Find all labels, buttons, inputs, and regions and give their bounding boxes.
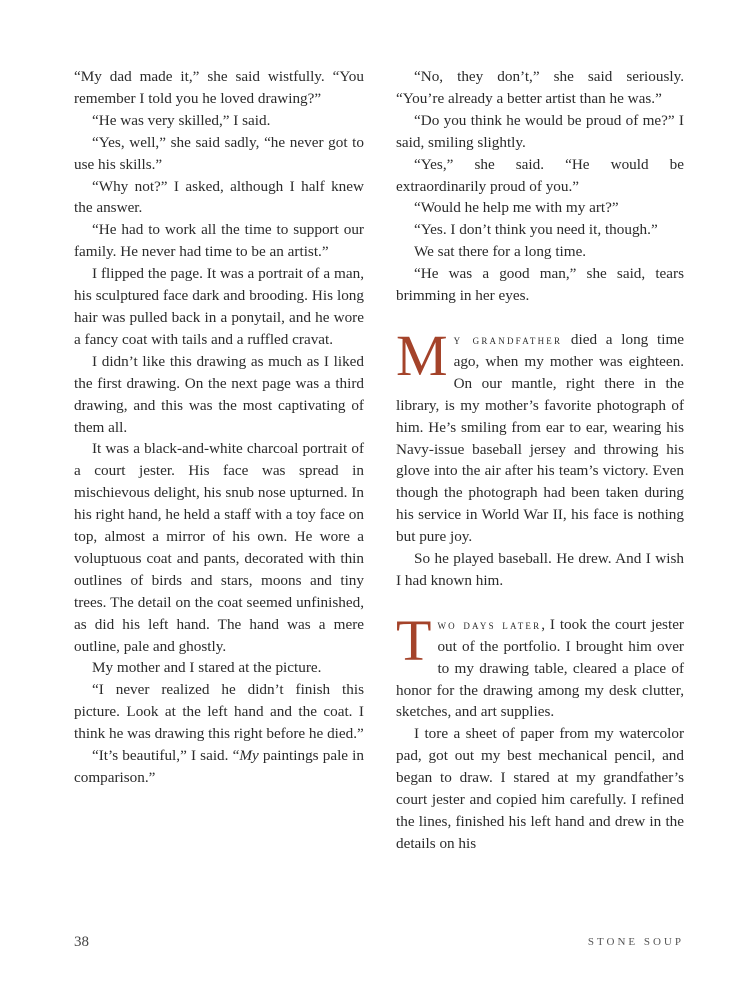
paragraph: My mother and I stared at the picture. (92, 659, 322, 677)
paragraph: “Do you think he would be proud of me?” I said, smiling slightly. (396, 111, 684, 151)
text-run: died a long time ago, when my mother was eighteen. On our mantle, right there in the library, is my mother’s favorite photograph of him. He’s smiling from ear to ear, wearing his Navy-issue baseball jersey and throwing his glove into the air after his team’s victory. Even though the photograph had been taken during his service in World War II, his face is nothing but pure joy. (396, 330, 684, 546)
small-caps-lead: y grandfather (453, 331, 563, 347)
page-number: 38 (74, 934, 89, 950)
page-footer (74, 934, 684, 954)
paragraph: “Why not?” I asked, although I half knew the answer. (74, 177, 364, 217)
text-run: paintings pale in comparison.” (74, 747, 364, 786)
left-column (74, 66, 364, 789)
paragraph: “My dad made it,” she said wistfully. “You remember I told you he loved drawing?” (74, 68, 364, 107)
paragraph: “He was very skilled,” I said. (92, 111, 271, 129)
small-caps-lead: wo days later (437, 616, 542, 632)
paragraph: “Yes,” she said. “He would be extraordinarily proud of you.” (396, 155, 684, 195)
paragraph: “He was a good man,” she said, tears brimming in her eyes. (396, 265, 684, 305)
drop-cap: M (396, 322, 448, 388)
paragraph: “I never realized he didn’t finish this picture. Look at the left hand and the coat. I think he was drawing this right before he died.” (74, 681, 364, 743)
section-opening-paragraph (396, 322, 684, 548)
paragraph: So he played baseball. He drew. And I wish I had known him. (396, 550, 684, 589)
emphasis: My (239, 747, 259, 765)
paragraph: I flipped the page. It was a portrait of a man, his sculptured face dark and brooding. His long hair was pulled back in a ponytail, and he wore a fancy coat with tails and a ruffled cravat. (74, 265, 364, 348)
paragraph: “Yes, well,” she said sadly, “he never got to use his skills.” (74, 133, 364, 173)
section-two-days-later (396, 607, 684, 855)
paragraph: I didn’t like this drawing as much as I liked the first drawing. On the next page was a third drawing, and this was the most captivating of them all. (74, 352, 364, 436)
right-column (396, 66, 684, 855)
section-grandfather (396, 322, 684, 592)
paragraph: I tore a sheet of paper from my watercolor pad, got out my best mechanical pencil, and began to draw. I stared at my grandfather’s court jester and copied him carefully. I refined the lines, finished his left hand and drew in the details on his (396, 725, 684, 852)
text-run: , I took the court jester out of the portfolio. I brought him over to my drawing table, cleared a place of honor for the drawing among my desk clutter, sketches, and art supplies. (396, 615, 684, 721)
magazine-name: STONE SOUP (587, 936, 684, 948)
paragraph: “No, they don’t,” she said seriously. “You’re already a better artist than he was.” (396, 68, 684, 107)
paragraph: “Yes. I don’t think you need it, though.” (414, 221, 658, 239)
drop-cap: T (396, 607, 432, 673)
section-opening-paragraph (396, 607, 684, 724)
paragraph: It was a black-and-white charcoal portrait of a court jester. His face was spread in mischievous delight, his snub nose upturned. In his right hand, he held a staff with a toy face on top, almost a mirror of his own. He wore a voluptuous coat and pants, decorated with thin outlines of birds and stars, moons and tiny trees. The detail on the coat seemed unfinished, as did his left hand. The hand was a mere outline, pale and ghostly. (74, 440, 364, 655)
paragraph (74, 745, 364, 789)
paragraph: “Would he help me with my art?” (414, 199, 619, 217)
text-run: “It’s beautiful,” I said. “ (92, 747, 240, 765)
paragraph: We sat there for a long time. (414, 243, 587, 261)
paragraph: “He had to work all the time to support our family. He never had time to be an artist.” (74, 221, 364, 261)
